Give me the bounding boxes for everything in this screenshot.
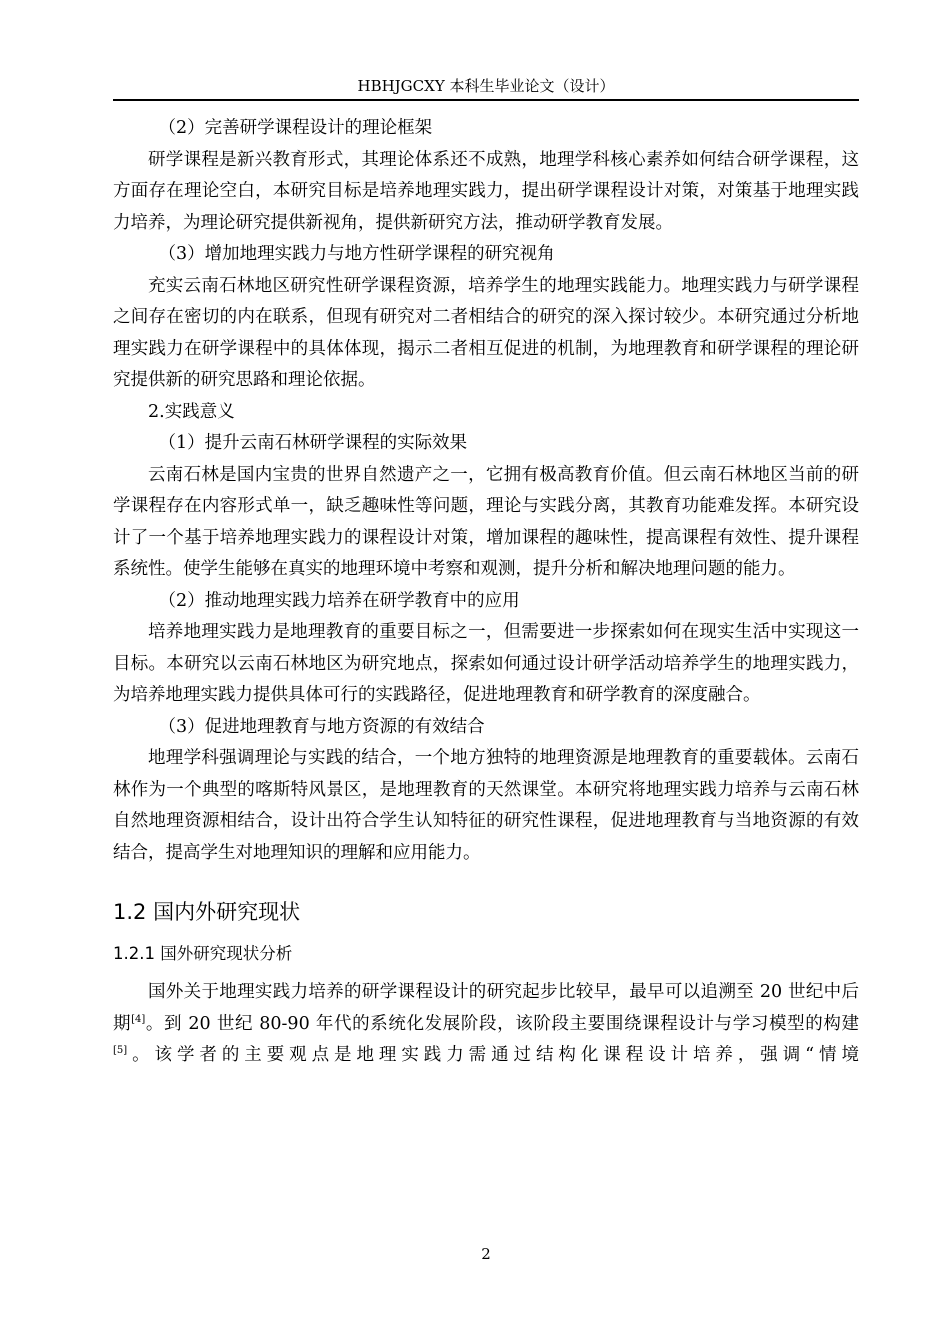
section-heading-1-2: 1.2 国内外研究现状 — [113, 900, 301, 924]
paragraph-foreign-research — [113, 977, 859, 1072]
heading-practical-significance: 2.实践意义 — [148, 401, 235, 422]
page-body — [113, 113, 859, 1072]
header-divider — [113, 99, 859, 101]
paragraph-practice-2: 培养地理实践力是地理教育的重要目标之一，但需要进一步探索如何在现实生活中实现这一目标。本研究以云南石林地区为研究地点，探索如何通过设计研学活动培养学生的地理实践力，为培养地理实践力提供具体可行的实践路径，促进地理教育和研学教育的深度融合。 — [113, 622, 859, 705]
subheading-practice-2: （2）推动地理实践力培养在研学教育中的应用 — [158, 590, 520, 611]
paragraph-theory-2: 研学课程是新兴教育形式，其理论体系还不成熟，地理学科核心素养如何结合研学课程，这方面存在理论空白，本研究目标是培养地理实践力，提出研学课程设计对策，对策基于地理实践力培养，为理论研究提供新视角，提供新研究方法，推动研学教育发展。 — [113, 149, 859, 233]
foreign-text-part-2: 。到 20 世纪 80-90 年代的系统化发展阶段，该阶段主要围绕课程设计与学习模型的构建 — [145, 1013, 859, 1034]
running-header: HBHJGCXY 本科生毕业论文（设计） — [357, 77, 615, 95]
subheading-theory-3: （3）增加地理实践力与地方性研学课程的研究视角 — [158, 244, 555, 264]
foreign-text-part-1: 国外关于地理实践力培养的研学课程设计的研究起步比较早，最早可以追溯至 20 世纪中后期 — [113, 982, 859, 1034]
section-heading-1-2-1: 1.2.1 国外研究现状分析 — [113, 944, 293, 963]
subheading-theory-2: （2）完善研学课程设计的理论框架 — [158, 118, 433, 138]
citation-ref-5[interactable]: [5] — [113, 1045, 128, 1057]
foreign-text-part-3: 。该学者的主要观点是地理实践力需通过结构化课程设计培养，强调“情境 — [127, 1045, 859, 1065]
paragraph-practice-1: 云南石林是国内宝贵的世界自然遗产之一，它拥有极高教育价值。但云南石林地区当前的研学课程存在内容形式单一，缺乏趣味性等问题，理论与实践分离，其教育功能难发挥。本研究设计了一个基于培养地理实践力的课程设计对策，增加课程的趣味性，提高课程有效性、提升课程系统性。使学生能够在真实的地理环境中考察和观测，提升分析和解决地理问题的能力。 — [113, 464, 859, 579]
subheading-practice-3: （3）促进地理教育与地方资源的有效结合 — [158, 716, 485, 737]
subheading-practice-1: （1）提升云南石林研学课程的实际效果 — [158, 433, 468, 453]
page-number: 2 — [481, 1245, 491, 1263]
paragraph-practice-3: 地理学科强调理论与实践的结合，一个地方独特的地理资源是地理教育的重要载体。云南石林作为一个典型的喀斯特风景区，是地理教育的天然课堂。本研究将地理实践力培养与云南石林自然地理资源相结合，设计出符合学生认知特征的研究性课程，促进地理教育与当地资源的有效结合，提高学生对地理知识的理解和应用能力。 — [113, 748, 859, 863]
citation-ref-4[interactable]: [4] — [131, 1013, 146, 1025]
paragraph-theory-3: 充实云南石林地区研究性研学课程资源，培养学生的地理实践能力。地理实践力与研学课程之间存在密切的内在联系，但现有研究对二者相结合的研究的深入探讨较少。本研究通过分析地理实践力在研学课程中的具体体现，揭示二者相互促进的机制，为地理教育和研学课程的理论研究提供新的研究思路和理论依据。 — [113, 275, 859, 390]
